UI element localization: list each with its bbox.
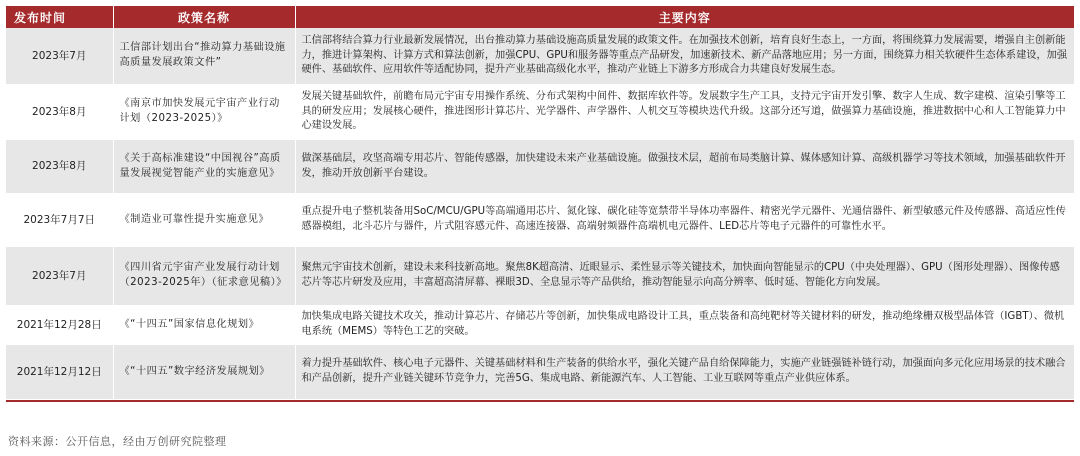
table-row [6,306,1074,345]
header-publish-date: 发布时间 [6,6,113,28]
row-date: 2023年7月 [6,28,113,85]
table-header-row [6,6,1074,28]
row-policy-name: 《南京市加快发展元宇宙产业行动计划（2023-2025）》 [113,85,295,140]
table-row [6,140,1074,194]
table-bottom-rule [6,400,1074,402]
header-main-content: 主要内容 [295,6,1074,28]
row-policy-name: 工信部计划出台“推动算力基础设施高质量发展政策文件” [113,28,295,85]
row-content: 着力提升基础软件、核心电子元器件、关键基础材料和生产装备的供给水平，强化关键产品自给保障能力，实施产业链强链补链行动，加强面向多元化应用场景的技术融合和产品创新，提升产业链关键环节竞争力，完善5G、集成电路、新能源汽车、人工智能、工业互联网等重点产业供应体系。 [295,345,1074,400]
row-policy-name: 《关于高标准建设“中国视谷”高质量发展视觉智能产业的实施意见》 [113,140,295,194]
policy-table [6,6,1075,400]
row-content: 聚焦元宇宙技术创新，建设未来科技新高地。聚焦8K超高清、近眼显示、柔性显示等关键技术，加快面向智能显示的CPU（中央处理器）、GPU（图形处理器）、图像传感芯片等芯片研发及应用，丰富超高清屏幕、裸眼3D、全息显示等产品供给，推动智能显示向高分辨率、低时延、智能化方向发展。 [295,247,1074,306]
table-row [6,28,1074,85]
table-row [6,85,1074,140]
row-content: 做深基础层，攻坚高端专用芯片、智能传感器，加快建设未来产业基础设施。做强技术层，超前布局类脑计算、媒体感知计算、高级机器学习等技术领域，加强基础软件开发，推动开放创新平台建设。 [295,140,1074,194]
policy-table-container [6,6,1074,402]
row-content: 加快集成电路关键技术攻关，推动计算芯片、存储芯片等创新，加快集成电路设计工具，重点装备和高纯靶材等关键材料的研发，推动绝缘栅双极型晶体管（IGBT）、微机电系统（MEMS）等特色工艺的突破。 [295,306,1074,345]
row-content: 重点提升电子整机装备用SoC/MCU/GPU等高端通用芯片、氮化镓、碳化硅等宽禁带半导体功率器件、精密光学元器件、光通信器件、新型敏感元件及传感器、高适应性传感器模组，北斗芯片与器件，片式阻容感元件、高速连接器、高端射频器件高端机电元器件、LED芯片等电子元器件的可靠性水平。 [295,194,1074,247]
row-content: 发展关键基础软件，前瞻布局元宇宙专用操作系统、分布式架构中间件、数据库软件等。发展数字生产工具，支持元宇宙开发引擎、数字人生成、数字建模、渲染引擎等工具的研发应用；发展核心硬件，推进图形计算芯片、光学器件、声学器件、人机交互等模块迭代升级。这部分还写道，做强算力基础设施，推进数据中心和人工智能算力中心建设发展。 [295,85,1074,140]
source-note: 资料来源：公开信息，经由万创研究院整理 [8,435,227,448]
row-date: 2023年8月 [6,85,113,140]
table-row [6,247,1074,306]
row-policy-name: 《制造业可靠性提升实施意见》 [113,194,295,247]
table-row [6,194,1074,247]
table-row [6,345,1074,400]
row-date: 2023年7月 [6,247,113,306]
row-date: 2021年12月28日 [6,306,113,345]
row-policy-name: 《“十四五”国家信息化规划》 [113,306,295,345]
row-date: 2023年8月 [6,140,113,194]
row-content: 工信部将结合算力行业最新发展情况，出台推动算力基础设施高质量发展的政策文件。在加强技术创新，培育良好生态上，一方面，将围绕算力发展需要，增强自主创新能力，推进计算架构、计算方式和算法创新，加强CPU、GPU和服务器等重点产品研发，加速新技术、新产品落地应用；另一方面，围绕算力相关软硬件生态体系建设，加强硬件、基础软件、应用软件等适配协同，提升产业基础高级化水平，推动产业链上下游多方形成合力共建良好发展生态。 [295,28,1074,85]
row-date: 2021年12月12日 [6,345,113,400]
row-date: 2023年7月7日 [6,194,113,247]
row-policy-name: 《“十四五”数字经济发展规划》 [113,345,295,400]
header-policy-name: 政策名称 [113,6,295,28]
row-policy-name: 《四川省元宇宙产业发展行动计划（2023-2025年）（征求意见稿）》 [113,247,295,306]
